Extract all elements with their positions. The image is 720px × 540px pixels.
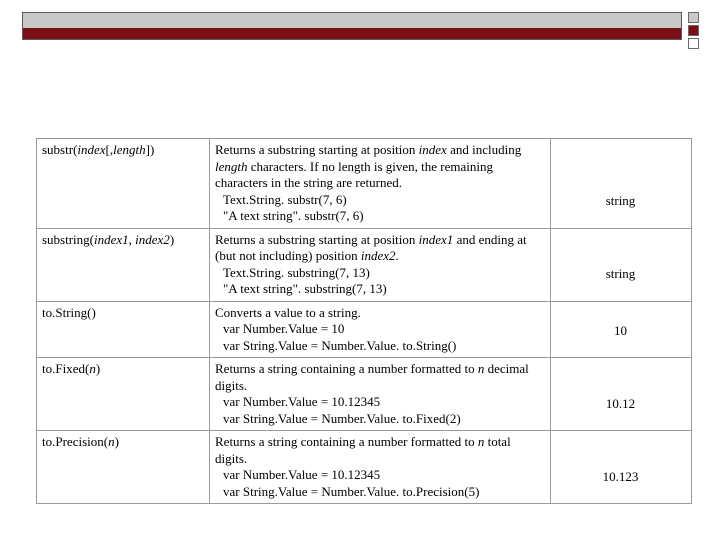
code-example: var String.Value = Number.Value. to.String() (223, 337, 457, 353)
method-cell: to.Fixed(n) (37, 358, 210, 431)
description-cell: Returns a substring starting at position index1 and ending at (but not including) position index2. Text.String. substring(7, 13) "A text string". substring(7, 13) (210, 228, 551, 301)
method-cell: to.String() (37, 301, 210, 358)
code-example: "A text string". substring(7, 13) (223, 281, 387, 296)
code-example: Text.String. substring(7, 13) (223, 264, 370, 280)
code-example: var String.Value = Number.Value. to.Fixed(2) (223, 410, 461, 426)
table-row (37, 358, 692, 431)
code-example: var Number.Value = 10.12345 (223, 394, 381, 409)
result-cell: 10.12 (551, 358, 692, 431)
description-cell: Returns a string containing a number formatted to n decimal digits. var Number.Value = 10.12345 var String.Value = Number.Value. to.Fixed(2) (210, 358, 551, 431)
slide-title-bar (22, 12, 682, 40)
code-example: var Number.Value = 10.12345 (223, 467, 381, 482)
decorative-squares (688, 12, 701, 51)
string-methods-table (36, 138, 692, 504)
table-row (37, 139, 692, 229)
code-example: "A text string". substr(7, 6) (223, 208, 364, 223)
code-example: var String.Value = Number.Value. to.Precision(5) (223, 483, 480, 499)
deco-square-red (688, 25, 699, 36)
deco-square-gray (688, 12, 699, 23)
method-cell: substring(index1, index2) (37, 228, 210, 301)
result-cell: string (551, 139, 692, 229)
deco-square-white (688, 38, 699, 49)
description-cell: Returns a string containing a number formatted to n total digits. var Number.Value = 10.12345 var String.Value = Number.Value. to.Precision(5) (210, 431, 551, 504)
method-cell: substr(index[,length]) (37, 139, 210, 229)
description-cell: Returns a substring starting at position index and including length characters. If no length is given, the remaining characters in the string are returned. Text.String. substr(7, 6) "A text string". substr(7, 6) (210, 139, 551, 229)
table-row (37, 228, 692, 301)
result-cell: string (551, 228, 692, 301)
result-cell: 10 (551, 301, 692, 358)
description-cell: Converts a value to a string. var Number.Value = 10 var String.Value = Number.Value. to.String() (210, 301, 551, 358)
code-example: var Number.Value = 10 (223, 321, 345, 336)
table-row (37, 431, 692, 504)
method-cell: to.Precision(n) (37, 431, 210, 504)
result-cell: 10.123 (551, 431, 692, 504)
table-row (37, 301, 692, 358)
code-example: Text.String. substr(7, 6) (223, 191, 347, 207)
